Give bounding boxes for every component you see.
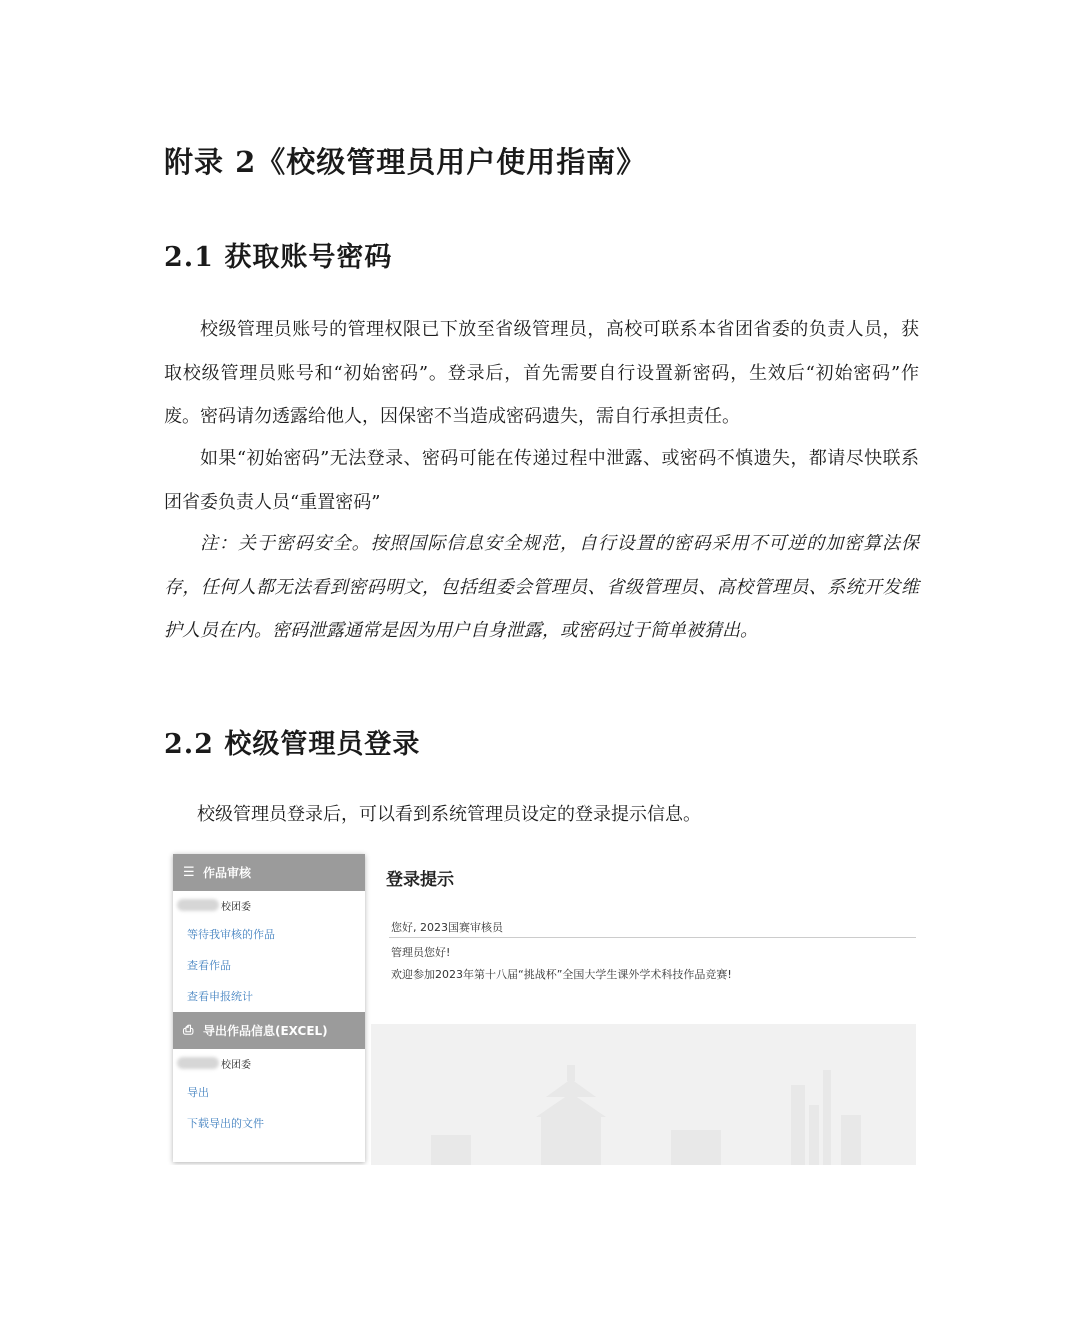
list-icon: ☰ <box>183 865 195 880</box>
sidebar-link-pending[interactable]: 等待我审核的作品 <box>187 928 275 941</box>
notice-line-1: 管理员您好! <box>391 946 451 959</box>
greeting-text: 您好, 2023国赛审核员 <box>391 921 503 934</box>
sidebar-header-label: 作品审核 <box>203 866 252 880</box>
paragraph-account: 校级管理员账号的管理权限已下放至省级管理员，高校可联系本省团省委的负责人员，获取校级管理员账号和“初始密码”。登录后，首先需要自行设置新密码，生效后“初始密码”作废。密码请勿透露给他人，因保密不当造成密码遗失，需自行承担责任。 <box>164 319 919 427</box>
redacted-blur <box>177 899 219 911</box>
section-heading-2-1: 2.1 获取账号密码 <box>164 242 393 273</box>
org-name <box>173 1049 365 1077</box>
printer-icon: ⎙ <box>183 1023 194 1038</box>
sidebar-link-view[interactable]: 查看作品 <box>187 959 231 972</box>
login-notice-panel <box>371 846 916 1024</box>
section-heading-2-2: 2.2 校级管理员登录 <box>164 729 421 760</box>
paragraph-reset: 如果“初始密码”无法登录、密码可能在传递过程中泄露、或密码不慎遗失，都请尽快联系团省委负责人员“重置密码” <box>164 448 919 513</box>
redacted-blur <box>177 1057 219 1069</box>
embedded-screenshot <box>164 846 916 1165</box>
sidebar-link-export[interactable]: 导出 <box>187 1086 209 1099</box>
panel-title: 登录提示 <box>386 870 454 890</box>
org-label: 校团委 <box>221 901 251 913</box>
notice-line-2: 欢迎参加2023年第十八届“挑战杯”全国大学生课外学术科技作品竞赛! <box>391 968 732 981</box>
org-name <box>173 891 365 919</box>
sidebar-header-review[interactable] <box>173 854 365 891</box>
divider <box>389 937 916 938</box>
sidebar-header-export[interactable] <box>173 1012 365 1049</box>
sidebar <box>173 854 365 1162</box>
paragraph-login-intro: 校级管理员登录后，可以看到系统管理员设定的登录提示信息。 <box>197 804 701 825</box>
sidebar-link-stats[interactable]: 查看申报统计 <box>187 990 253 1003</box>
org-label: 校团委 <box>221 1059 251 1071</box>
sidebar-link-download[interactable]: 下载导出的文件 <box>187 1117 264 1130</box>
background-area <box>371 1024 916 1165</box>
sidebar-header-label: 导出作品信息(EXCEL) <box>203 1024 328 1038</box>
page-title: 附录 2《校级管理员用户使用指南》 <box>164 145 647 179</box>
security-note: 注：关于密码安全。按照国际信息安全规范，自行设置的密码采用不可逆的加密算法保存，任何人都无法看到密码明文，包括组委会管理员、省级管理员、高校管理员、系统开发维护人员在内。密码泄露通常是因为用户自身泄露，或密码过于简单被猜出。 <box>164 533 919 641</box>
skyline-watermark <box>371 1045 916 1165</box>
